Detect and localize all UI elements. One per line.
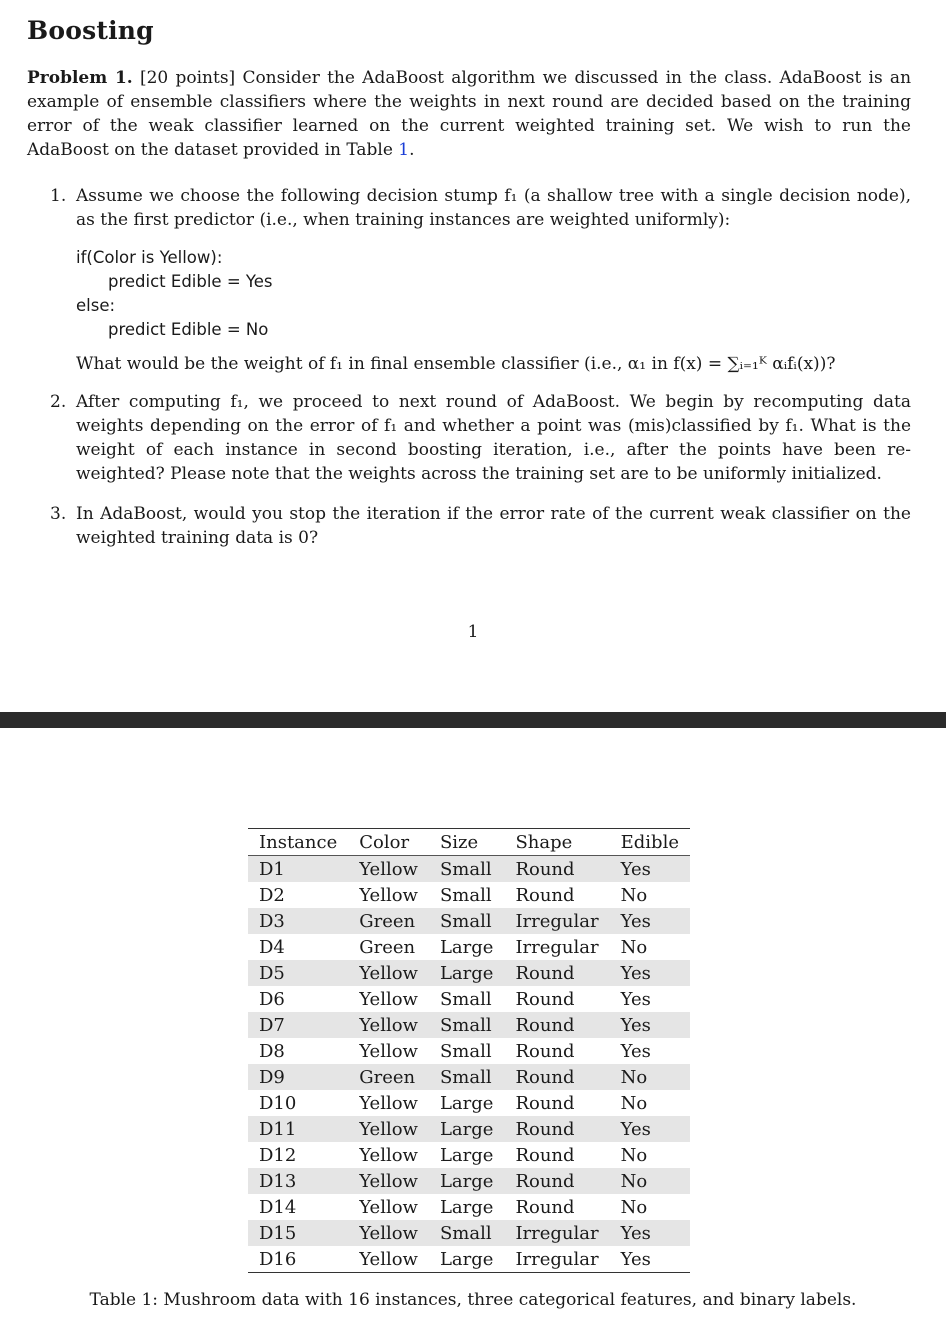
- column-header: Color: [359, 831, 410, 853]
- table-cell: D1: [259, 858, 285, 880]
- table-cell: D13: [259, 1170, 297, 1192]
- table-cell: Round: [515, 858, 575, 880]
- question-3: [50, 502, 911, 550]
- table-row: [248, 856, 690, 883]
- table-cell: D11: [259, 1118, 297, 1140]
- table-header-row: [248, 829, 690, 856]
- table-cell: Yes: [620, 858, 651, 880]
- table-cell: Round: [515, 1014, 575, 1036]
- table-cell: Yellow: [359, 1170, 418, 1192]
- question-number: 2.: [50, 392, 67, 412]
- table-cell: Yes: [620, 1118, 651, 1140]
- table-cell: No: [620, 1066, 648, 1088]
- page-divider: [0, 712, 946, 728]
- table-cell: D6: [259, 988, 285, 1010]
- table-cell: D10: [259, 1092, 297, 1114]
- table-cell: Round: [515, 1118, 575, 1140]
- decision-stump-code: [76, 246, 911, 342]
- question-text: After computing f₁, we proceed to next round of AdaBoost. We begin by recomputing data weights depending on the error of f₁ and whether a point was (mis)classified by f₁. What is the weight of each instance in second boosting iteration, i.e., after the points have been re-weighted? Please note that the weights across the training set are to be uniformly initialized.: [76, 392, 911, 484]
- table-cell: Yellow: [359, 858, 418, 880]
- column-header: Shape: [515, 831, 573, 853]
- column-header: Size: [439, 831, 479, 853]
- question-2: [50, 390, 911, 486]
- table-cell: D16: [259, 1248, 297, 1270]
- mushroom-table: [248, 828, 690, 1273]
- table-cell: Green: [359, 910, 416, 932]
- table-cell: Irregular: [515, 910, 599, 932]
- table-row: [248, 882, 690, 908]
- table-cell: Yes: [620, 1014, 651, 1036]
- problem-statement: [27, 66, 911, 162]
- question-number: 1.: [50, 186, 67, 206]
- table-cell: Large: [439, 1144, 494, 1166]
- table-cell: D12: [259, 1144, 297, 1166]
- page-2: [0, 728, 946, 1344]
- table-cell: Small: [439, 910, 492, 932]
- question-1: [50, 184, 911, 376]
- problem-text-end: .: [409, 140, 415, 160]
- table-cell: D15: [259, 1222, 297, 1244]
- table-cell: Yes: [620, 988, 651, 1010]
- table-cell: Yellow: [359, 1222, 418, 1244]
- table-cell: No: [620, 1092, 648, 1114]
- table-cell: Large: [439, 1170, 494, 1192]
- table-cell: Large: [439, 936, 494, 958]
- table-cell: Small: [439, 884, 492, 906]
- table-row: [248, 1090, 690, 1116]
- table-cell: Irregular: [515, 936, 599, 958]
- table-cell: Small: [439, 1040, 492, 1062]
- table-cell: Small: [439, 1014, 492, 1036]
- table-cell: Yes: [620, 1222, 651, 1244]
- table-row: [248, 986, 690, 1012]
- table-cell: D5: [259, 962, 285, 984]
- table-row: [248, 1116, 690, 1142]
- table-cell: Small: [439, 988, 492, 1010]
- question-1-prompt: What would be the weight of f₁ in final ensemble classifier (i.e., α₁ in f(x) = ∑ᵢ₌₁ᴷ αᵢfᵢ(x))?: [76, 354, 836, 374]
- table-cell: Large: [439, 1092, 494, 1114]
- problem-points: [20 points]: [139, 68, 236, 88]
- table-cell: D7: [259, 1014, 285, 1036]
- table-cell: Yellow: [359, 1040, 418, 1062]
- table-row: [248, 1220, 690, 1246]
- table-cell: Small: [439, 1066, 492, 1088]
- question-list: [50, 184, 911, 550]
- table-cell: D3: [259, 910, 285, 932]
- table-cell: Yes: [620, 1040, 651, 1062]
- question-text: In AdaBoost, would you stop the iteration if the error rate of the current weak classifier on the weighted training data is 0?: [76, 504, 911, 548]
- code-line: if(Color is Yellow):: [76, 248, 223, 267]
- problem-text: Consider the AdaBoost algorithm we discussed in the class. AdaBoost is an example of ensemble classifiers where the weights in next round are decided based on the training error of the weak classifier learned on the current weighted training set. We wish to run the AdaBoost on the dataset provided in Table: [27, 68, 912, 160]
- table-cell: Yes: [620, 962, 651, 984]
- table-cell: D4: [259, 936, 285, 958]
- section-title: Boosting: [27, 16, 154, 45]
- table-cell: Large: [439, 1196, 494, 1218]
- table-cell: Small: [439, 1222, 492, 1244]
- table-caption: Table 1: Mushroom data with 16 instances, three categorical features, and binary labels.: [89, 1290, 857, 1310]
- table-cell: Large: [439, 962, 494, 984]
- table-cell: Yellow: [359, 1248, 418, 1270]
- table-cell: Green: [359, 936, 416, 958]
- table-cell: Yellow: [359, 884, 418, 906]
- table-cell: No: [620, 884, 648, 906]
- table-cell: Round: [515, 962, 575, 984]
- table-cell: No: [620, 1170, 648, 1192]
- table-cell: Round: [515, 1092, 575, 1114]
- table-cell: D2: [259, 884, 285, 906]
- table-cell: D8: [259, 1040, 285, 1062]
- table-cell: Yellow: [359, 962, 418, 984]
- question-text: Assume we choose the following decision stump f₁ (a shallow tree with a single decision node), as the first predictor (i.e., when training instances are weighted uniformly):: [76, 186, 911, 230]
- table-cell: Round: [515, 1144, 575, 1166]
- table-row: [248, 1142, 690, 1168]
- table-cell: Yellow: [359, 1092, 418, 1114]
- table-row: [248, 1194, 690, 1220]
- table-cell: Yellow: [359, 988, 418, 1010]
- table-cell: Round: [515, 884, 575, 906]
- table-cell: Round: [515, 1040, 575, 1062]
- table-cell: Large: [439, 1118, 494, 1140]
- table-cell: Irregular: [515, 1222, 599, 1244]
- table-row: [248, 1246, 690, 1273]
- table-cell: No: [620, 1196, 648, 1218]
- table-cell: Large: [439, 1248, 494, 1270]
- code-line: else:: [76, 296, 116, 315]
- column-header: Edible: [620, 831, 679, 853]
- page-number: 1: [467, 622, 479, 642]
- code-line: predict Edible = No: [108, 320, 269, 339]
- table-cell: Small: [439, 858, 492, 880]
- table-cell: Green: [359, 1066, 416, 1088]
- table-cell: No: [620, 1144, 648, 1166]
- table-row: [248, 934, 690, 960]
- table-cell: D9: [259, 1066, 285, 1088]
- table-cell: Yes: [620, 910, 651, 932]
- table-row: [248, 960, 690, 986]
- question-number: 3.: [50, 504, 67, 524]
- table-cell: D14: [259, 1196, 297, 1218]
- table-cell: Round: [515, 1066, 575, 1088]
- table-row: [248, 1064, 690, 1090]
- table-cell: Round: [515, 988, 575, 1010]
- table-cell: Yellow: [359, 1014, 418, 1036]
- table-row: [248, 1038, 690, 1064]
- table-cell: Round: [515, 1196, 575, 1218]
- table-row: [248, 1012, 690, 1038]
- code-line: predict Edible = Yes: [108, 272, 273, 291]
- column-header: Instance: [259, 831, 338, 853]
- problem-label: Problem 1.: [27, 68, 133, 88]
- table-cell: Yellow: [359, 1144, 418, 1166]
- table-cell: Round: [515, 1170, 575, 1192]
- table-cell: Yes: [620, 1248, 651, 1270]
- table-row: [248, 1168, 690, 1194]
- table-row: [248, 908, 690, 934]
- table-cell: No: [620, 936, 648, 958]
- table-cell: Yellow: [359, 1118, 418, 1140]
- table-cell: Irregular: [515, 1248, 599, 1270]
- table-ref-link[interactable]: 1: [398, 140, 410, 160]
- table-cell: Yellow: [359, 1196, 418, 1218]
